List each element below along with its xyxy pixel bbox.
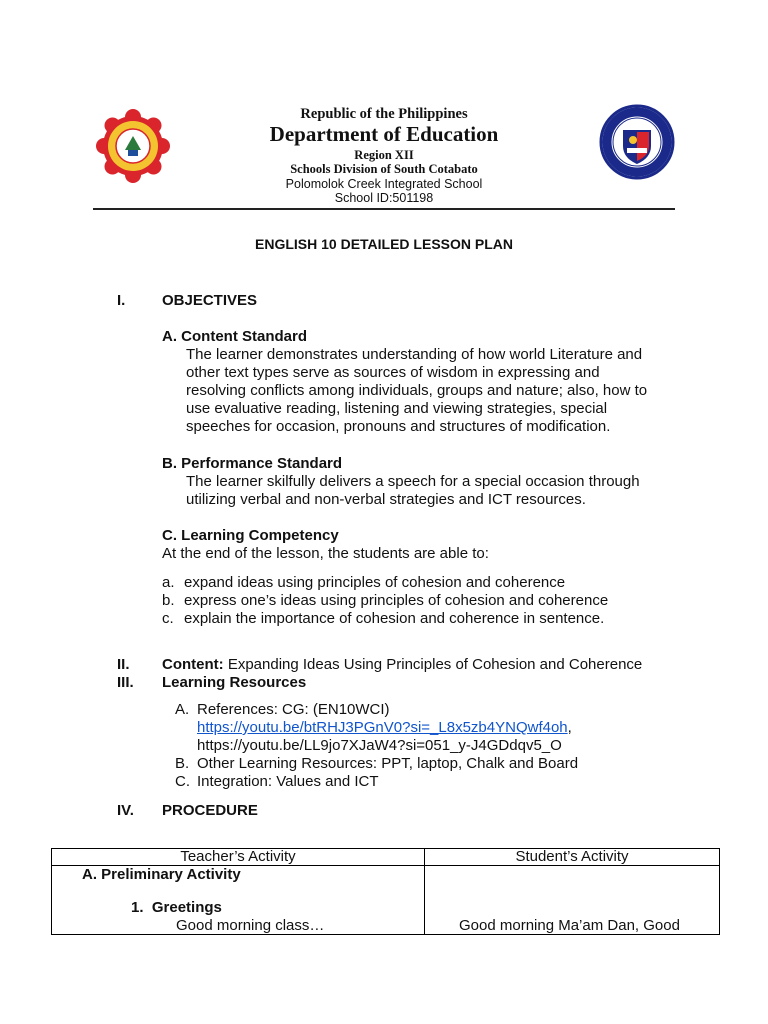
list-item [175, 755, 578, 773]
procedure-heading: PROCEDURE [162, 802, 258, 819]
content-standard-text [186, 346, 647, 436]
section-roman-iii: III. [117, 674, 134, 691]
list-marker: B. [175, 755, 190, 772]
link-separator: , [567, 719, 572, 736]
republic-line: Republic of the Philippines [300, 106, 468, 122]
list-marker: b. [162, 592, 175, 609]
competency-list [162, 574, 608, 628]
list-item-text: expand ideas using principles of cohesion and coherence [184, 574, 566, 591]
other-resources-text: Other Learning Resources: PPT, laptop, Chalk and Board [197, 755, 579, 772]
learning-resources-heading: Learning Resources [162, 674, 307, 691]
objectives-heading: OBJECTIVES [162, 292, 258, 309]
procedure-table [51, 848, 720, 935]
resources-list [175, 701, 578, 791]
list-item [175, 737, 578, 755]
text-line: use evaluative reading, listening and viewing strategies, special [186, 400, 608, 417]
region-line: Region XII [354, 148, 414, 162]
header-divider [93, 208, 675, 210]
section-roman-iv: IV. [117, 802, 134, 819]
list-marker: c. [162, 610, 174, 627]
table-row [52, 866, 720, 935]
list-item [175, 701, 578, 719]
text-line: utilizing verbal and non-verbal strategies and ICT resources. [186, 491, 586, 508]
section-roman-ii: II. [117, 656, 130, 673]
learning-competency-heading: C. Learning Competency [162, 527, 339, 544]
teacher-greeting-text: Good morning class… [176, 917, 325, 934]
lesson-plan-title: ENGLISH 10 DETAILED LESSON PLAN [255, 236, 513, 252]
references-label: References: CG: (EN10WCI) [197, 701, 390, 718]
content-label: Content: [162, 656, 224, 673]
text-line: The learner skilfully delivers a speech for a special occasion through [186, 473, 640, 490]
student-activity-cell [425, 866, 720, 935]
list-item [162, 610, 608, 628]
reference-link-2: https://youtu.be/LL9jo7XJaW4?si=051_y-J4GDdqv5_O [197, 737, 562, 754]
student-activity-header: Student’s Activity [425, 849, 720, 866]
list-marker: C. [175, 773, 190, 790]
list-item [162, 574, 608, 592]
school-id: School ID:501198 [334, 191, 434, 205]
preliminary-activity-heading: A. Preliminary Activity [82, 866, 241, 883]
list-item [175, 719, 578, 737]
list-item [162, 592, 608, 610]
text-line: other text types serve as sources of wisdom in expressing and [186, 364, 600, 381]
student-greeting-text: Good morning Ma’am Dan, Good [459, 917, 680, 934]
content-line [162, 656, 642, 673]
learning-competency-intro: At the end of the lesson, the students are able to: [162, 545, 489, 562]
text-line: The learner demonstrates understanding of how world Literature and [186, 346, 643, 363]
performance-standard-text [186, 473, 640, 509]
department-title: Department of Education [269, 122, 499, 146]
list-marker: A. [175, 701, 190, 718]
greetings-label: Greetings [151, 899, 222, 916]
text-line: speeches for occasion, pronouns and structures of modification. [186, 418, 611, 435]
integration-text: Integration: Values and ICT [197, 773, 379, 790]
content-text: Expanding Ideas Using Principles of Cohesion and Coherence [223, 656, 643, 673]
list-marker: a. [162, 574, 175, 591]
content-standard-heading: A. Content Standard [162, 328, 307, 345]
list-item-text: explain the importance of cohesion and coherence in sentence. [184, 610, 605, 627]
reference-link-1[interactable]: https://youtu.be/btRHJ3PGnV0?si=_L8x5zb4YNQwf4oh [197, 719, 568, 736]
school-name: Polomolok Creek Integrated School [285, 177, 483, 191]
teacher-activity-cell [52, 866, 425, 935]
division-line: Schools Division of South Cotabato [290, 162, 478, 176]
text-line: resolving conflicts among individuals, groups and nature; also, how to [186, 382, 648, 399]
list-item-text: express one’s ideas using principles of cohesion and coherence [184, 592, 609, 609]
performance-standard-heading: B. Performance Standard [162, 455, 343, 472]
teacher-activity-header: Teacher’s Activity [52, 849, 425, 866]
greetings-heading [131, 899, 222, 916]
list-item [175, 773, 578, 791]
greetings-number: 1. [131, 899, 144, 916]
section-roman-i: I. [117, 292, 126, 309]
table-header-row [52, 849, 720, 866]
